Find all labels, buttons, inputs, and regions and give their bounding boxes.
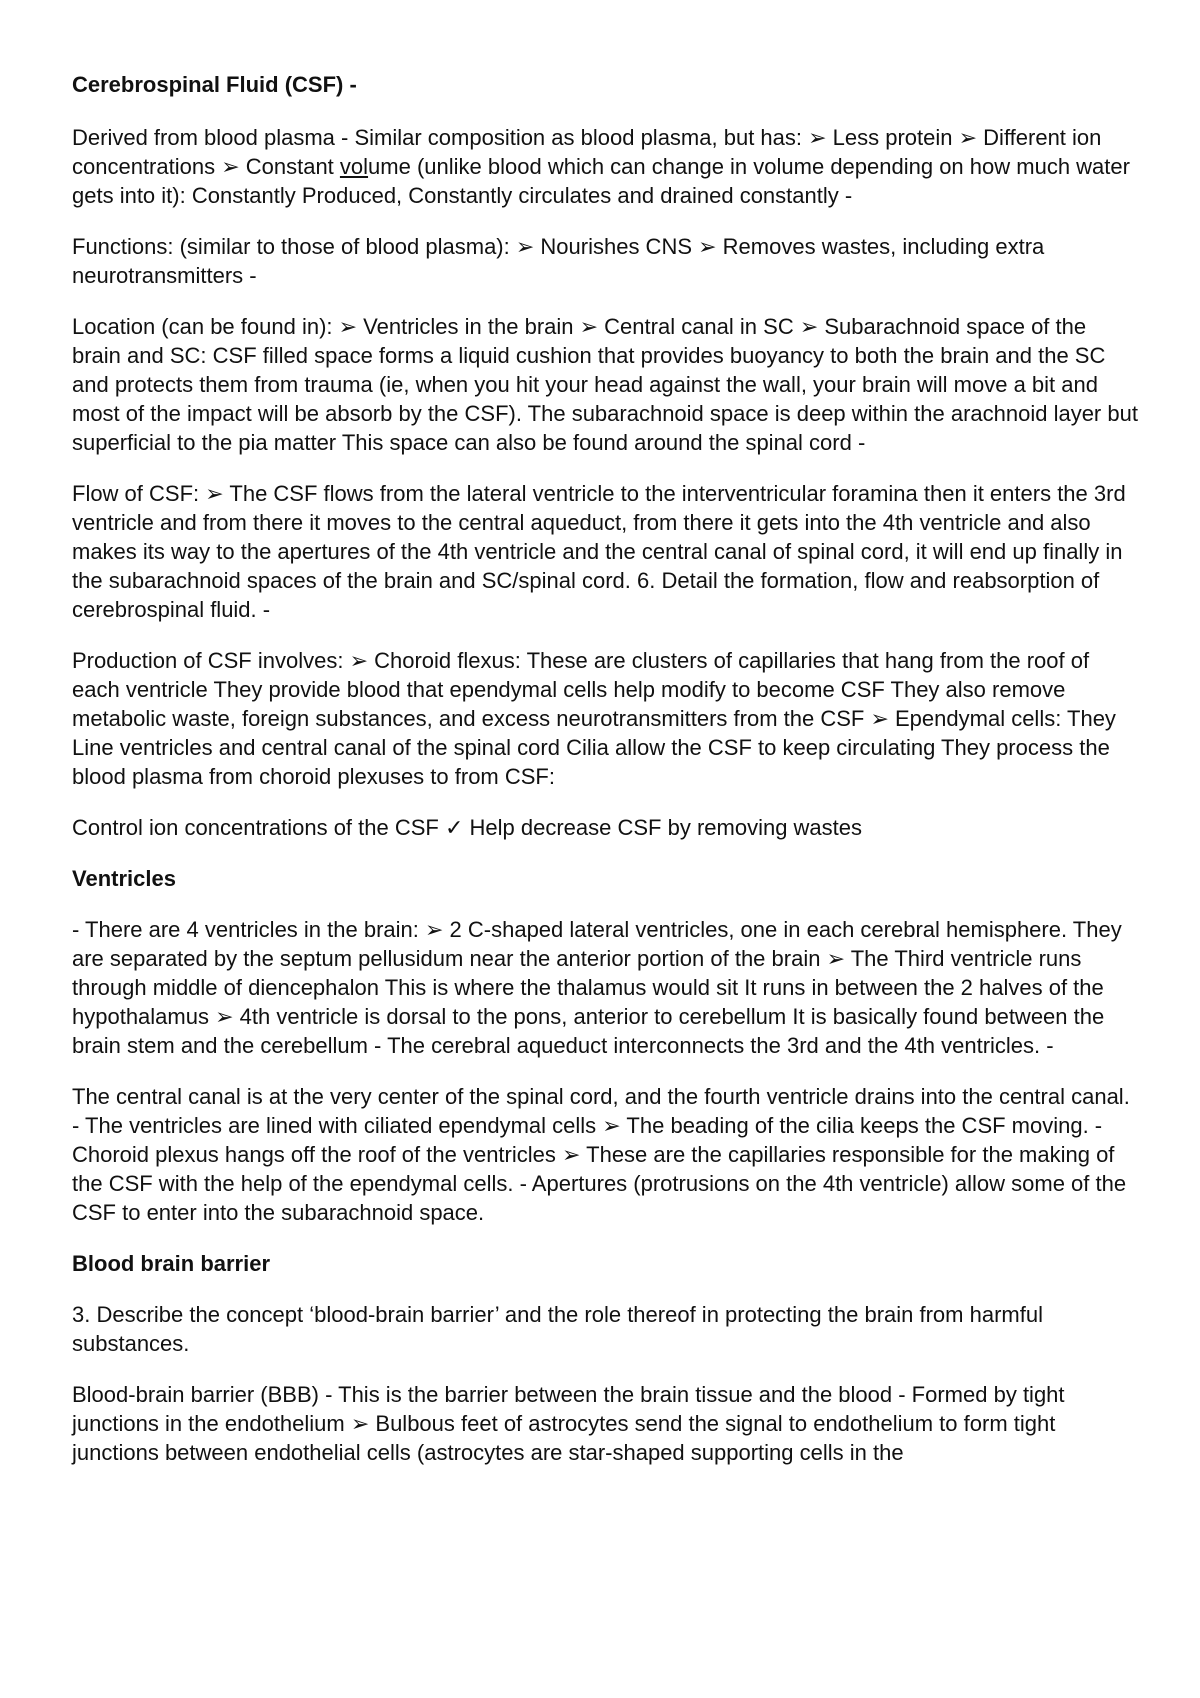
paragraph-central-canal: The central canal is at the very center of the spinal cord, and the fourth ventricle drains into the central canal. - The ventricles are lined with ciliated ependymal cells ➢ The beading of the cilia keeps the CSF moving. - Choroid plexus hangs off the roof of the ventricles ➢ These are the capillaries responsible for the making of the CSF with the help of the ependymal cells. - Apertures (protrusions on the 4th ventricle) allow some of the CSF to enter into the subarachnoid space. [72,1084,1130,1225]
paragraph-blood-brain-barrier: Blood-brain barrier (BBB) - This is the barrier between the brain tissue and the blood - Formed by tight junctions in the endothelium ➢ Bulbous feet of astrocytes send the signal to endothelium to form tight junctions between endothelial cells (astrocytes are star-shaped supporting cells in the [72,1382,1065,1465]
paragraph-describe-question: 3. Describe the concept ‘blood-brain barrier’ and the role thereof in protecting the brain from harmful substances. [72,1302,1043,1356]
paragraph-production: Production of CSF involves: ➢ Choroid flexus: These are clusters of capillaries that hang from the roof of each ventricle They provide blood that ependymal cells help modify to become CSF They also remove metabolic waste, foreign substances, and excess neurotransmitters from the CSF ➢ Ependymal cells: They Line ventricles and central canal of the spinal cord Cilia allow the CSF to keep circulating They process the blood plasma from choroid plexuses to from CSF: [72,648,1116,789]
heading-blood-brain-barrier: Blood brain barrier [72,1251,271,1276]
paragraph-control: Control ion concentrations of the CSF ✓ Help decrease CSF by removing wastes [72,815,863,840]
document-title: Cerebrospinal Fluid (CSF) - [72,72,357,97]
heading-ventricles: Ventricles [72,866,176,891]
paragraph-derived [72,123,1140,210]
paragraph-ventricles: - There are 4 ventricles in the brain: ➢ 2 C-shaped lateral ventricles, one in each cerebral hemisphere. They are separated by the septum pellusidum near the anterior portion of the brain ➢ The Third ventricle runs through middle of diencephalon This is where the thalamus would sit It runs in between the 2 halves of the hypothalamus ➢ 4th ventricle is dorsal to the pons, anterior to cerebellum It is basically found between the brain stem and the cerebellum - The cerebral aqueduct interconnects the 3rd and the 4th ventricles. - [72,917,1122,1058]
paragraph-derived-text-a: Derived from blood plasma - Similar composition as blood plasma, but has: ➢ Less protein ➢ Different ion concentrations ➢ Constant [72,125,1102,179]
document-page [72,70,1140,1489]
paragraph-flow: Flow of CSF: ➢ The CSF flows from the lateral ventricle to the interventricular foramina then it enters the 3rd ventricle and from there it moves to the central aqueduct, from there it gets into the 4th ventricle and also makes its way to the apertures of the 4th ventricle and the central canal of spinal cord, it will end up finally in the subarachnoid spaces of the brain and SC/spinal cord. 6. Detail the formation, flow and reabsorption of cerebrospinal fluid. - [72,481,1126,622]
paragraph-derived-text-b: ume (unlike blood which can change in volume depending on how much water gets into it): Constantly Produced, Constantly circulates and drained constantly - [72,154,1130,208]
paragraph-location: Location (can be found in): ➢ Ventricles in the brain ➢ Central canal in SC ➢ Subarachnoid space of the brain and SC: CSF filled space forms a liquid cushion that provides buoyancy to both the brain and the SC and protects them from trauma (ie, when you hit your head against the wall, your brain will move a bit and most of the impact will be absorb by the CSF). The subarachnoid space is deep within the arachnoid layer but superficial to the pia matter This space can also be found around the spinal cord - [72,314,1138,455]
paragraph-functions: Functions: (similar to those of blood plasma): ➢ Nourishes CNS ➢ Removes wastes, including extra neurotransmitters - [72,234,1045,288]
underlined-text: vol [339,154,369,179]
